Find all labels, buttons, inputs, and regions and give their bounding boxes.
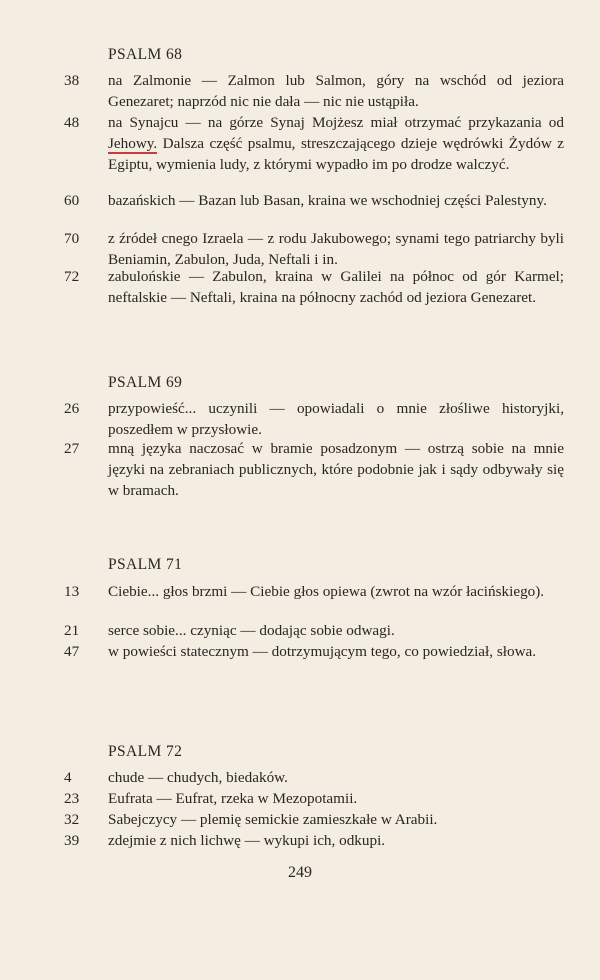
section-heading-psalm-68: PSALM 68: [108, 46, 183, 63]
verse-number: 70: [64, 230, 80, 247]
verse-number: 48: [64, 114, 80, 131]
highlighted-word: Jehowy.: [108, 135, 158, 152]
verse-number: 13: [64, 583, 80, 600]
verse-number: 72: [64, 268, 80, 285]
verse-number: 47: [64, 643, 80, 660]
section-heading-psalm-71: PSALM 71: [108, 556, 183, 573]
note-text: z źródeł cnego Izraela — z rodu Jakubowego; synami tego patriarchy byli Beniamin, Zabulon, Juda, Neftali i in.: [108, 230, 564, 268]
section-heading-psalm-72: PSALM 72: [108, 743, 183, 760]
note-text: zdejmie z nich lichwę — wykupi ich, odkupi.: [108, 832, 386, 849]
note-text-part: na Synajcu — na górze Synaj Mojżesz miał otrzymać przykazania od: [108, 114, 564, 131]
note-entry: [64, 266, 564, 308]
note-entry: [64, 620, 564, 641]
note-entry: [64, 398, 564, 440]
note-text-part: Dalsza część psalmu, streszczającego dzieje wędrówki Żydów z Egiptu, wymienia ludy, z którymi wypadło im po drodze walczyć.: [108, 135, 564, 173]
verse-number: 23: [64, 790, 80, 807]
note-text: Sabejczycy — plemię semickie zamieszkałe w Arabii.: [108, 811, 438, 828]
verse-number: 4: [64, 769, 72, 786]
verse-number: 26: [64, 400, 80, 417]
note-text: Ciebie... głos brzmi — Ciebie głos opiewa (zwrot na wzór łacińskiego).: [108, 583, 545, 600]
verse-number: 21: [64, 622, 80, 639]
verse-number: 27: [64, 440, 80, 457]
verse-number: 38: [64, 72, 80, 89]
note-text: zabulońskie — Zabulon, kraina w Galilei na północ od gór Karmel; neftalskie — Neftali, kraina na północny zachód od jeziora Genezaret.: [108, 268, 564, 306]
note-entry: [64, 641, 564, 662]
page-number: 249: [288, 864, 312, 881]
note-text: na Zalmonie — Zalmon lub Salmon, góry na wschód od jeziora Genezaret; naprzód nic nie dała — nic nie ustąpiła.: [108, 72, 564, 110]
verse-number: 32: [64, 811, 80, 828]
note-entry: [64, 112, 564, 175]
note-entry: [64, 830, 564, 851]
verse-number: 39: [64, 832, 80, 849]
note-entry: [64, 581, 564, 602]
verse-number: 60: [64, 192, 80, 209]
note-entry: [64, 190, 564, 211]
note-entry: [64, 228, 564, 270]
note-text: bazańskich — Bazan lub Basan, kraina we wschodniej części Palestyny.: [108, 192, 547, 209]
note-text: przypowieść... uczynili — opowiadali o mnie złośliwe historyjki, poszedłem w przysłowie.: [108, 400, 564, 438]
note-entry: [64, 809, 564, 830]
note-text: w powieści statecznym — dotrzymującym tego, co powiedział, słowa.: [108, 643, 537, 660]
note-entry: [64, 767, 564, 788]
note-text: [108, 112, 564, 175]
note-text: mną języka naczosać w bramie posadzonym — ostrzą sobie na mnie języki na zebraniach publicznych, które podobnie jak i sądy odbywały się w bramach.: [108, 440, 564, 499]
note-entry: [64, 788, 564, 809]
section-heading-psalm-69: PSALM 69: [108, 374, 183, 391]
note-text: Eufrata — Eufrat, rzeka w Mezopotamii.: [108, 790, 358, 807]
note-text: serce sobie... czyniąc — dodając sobie odwagi.: [108, 622, 395, 639]
note-entry: [64, 438, 564, 501]
note-text: chude — chudych, biedaków.: [108, 769, 288, 786]
note-entry: [64, 70, 564, 112]
